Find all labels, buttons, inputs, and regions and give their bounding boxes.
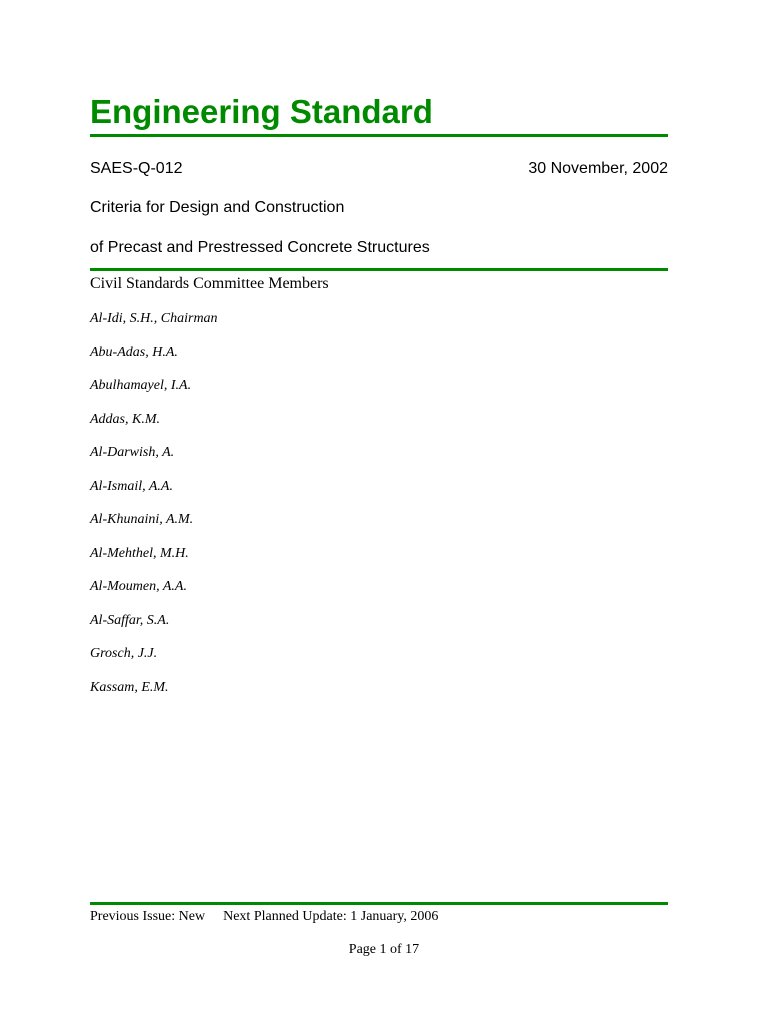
subject-rule bbox=[90, 268, 668, 271]
document-number: SAES-Q-012 bbox=[90, 160, 183, 177]
footer-issue-line bbox=[90, 907, 438, 927]
committee-member: Addas, K.M. bbox=[90, 411, 160, 427]
title-rule bbox=[90, 134, 668, 137]
committee-member: Al-Ismail, A.A. bbox=[90, 478, 173, 494]
committee-member: Al-Mehthel, M.H. bbox=[90, 545, 189, 561]
subject-line-2: of Precast and Prestressed Concrete Structures bbox=[90, 239, 430, 256]
committee-member: Abu-Adas, H.A. bbox=[90, 344, 178, 360]
committee-member: Kassam, E.M. bbox=[90, 679, 169, 695]
committee-member-list bbox=[90, 309, 218, 711]
committee-member: Al-Moumen, A.A. bbox=[90, 579, 187, 594]
next-planned-update: Next Planned Update: 1 January, 2006 bbox=[223, 909, 439, 924]
committee-member: Al-Saffar, S.A. bbox=[90, 612, 170, 628]
previous-issue: Previous Issue: New bbox=[90, 909, 206, 924]
committee-member: Al-Idi, S.H., Chairman bbox=[90, 311, 218, 326]
committee-heading: Civil Standards Committee Members bbox=[90, 275, 329, 292]
footer-rule bbox=[90, 902, 668, 905]
page-number: Page 1 of 17 bbox=[348, 942, 420, 957]
document-date: 30 November, 2002 bbox=[528, 160, 668, 177]
subject-line-1: Criteria for Design and Construction bbox=[90, 199, 345, 216]
committee-member: Abulhamayel, I.A. bbox=[90, 378, 192, 393]
committee-member: Al-Khunaini, A.M. bbox=[90, 512, 194, 527]
committee-member: Al-Darwish, A. bbox=[90, 445, 175, 460]
committee-member: Grosch, J.J. bbox=[90, 646, 158, 661]
document-title: Engineering Standard bbox=[90, 93, 433, 130]
